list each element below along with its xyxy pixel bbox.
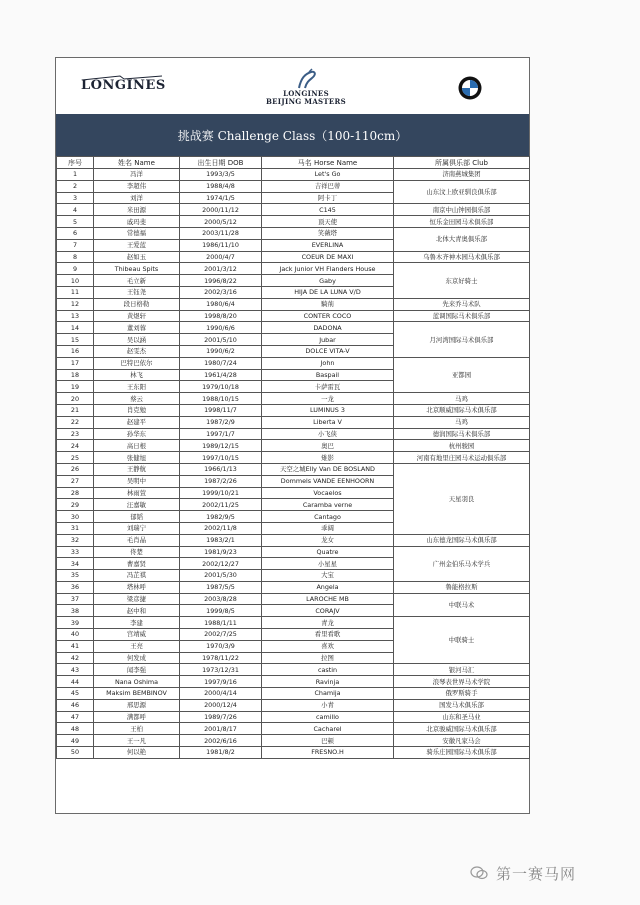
cell-club: 杭州骏园 (394, 440, 530, 452)
cell-name: 塔林呼 (94, 581, 180, 593)
cell-horse: 拉图 (262, 652, 394, 664)
table-row (57, 440, 530, 452)
cell-no: 10 (57, 275, 94, 287)
cell-no: 9 (57, 263, 94, 275)
cell-horse: Jack Junior VH Flanders House (262, 263, 394, 275)
cell-dob: 1990/6/2 (180, 345, 262, 357)
cell-horse: 龙女 (262, 534, 394, 546)
cell-name: 蔡云 (94, 393, 180, 405)
cell-no: 13 (57, 310, 94, 322)
cell-name: 何发成 (94, 652, 180, 664)
cell-dob: 1973/12/31 (180, 664, 262, 676)
logo-bar (56, 58, 529, 114)
cell-no: 20 (57, 393, 94, 405)
cell-horse: DOLCE VITA-V (262, 345, 394, 357)
cell-club: 北京顺威国际马术俱乐部 (394, 404, 530, 416)
cell-name: 董刘蓉 (94, 322, 180, 334)
cell-club: 骑乐庄园国际马术俱乐部 (394, 747, 530, 759)
cell-horse: Liberta V (262, 416, 394, 428)
table-row (57, 581, 530, 593)
table-row (57, 204, 530, 216)
cell-dob: 2000/4/14 (180, 688, 262, 700)
cell-name: 王爱蓝 (94, 239, 180, 251)
cell-no: 5 (57, 216, 94, 228)
cell-dob: 2001/5/30 (180, 570, 262, 582)
cell-name: 戚玛斐 (94, 216, 180, 228)
cell-name: 李建 (94, 617, 180, 629)
cell-dob: 1980/6/4 (180, 298, 262, 310)
cell-no: 7 (57, 239, 94, 251)
cell-name: 赵雯杰 (94, 345, 180, 357)
cell-horse: 騎荊 (262, 298, 394, 310)
cell-horse: 笑薇塔 (262, 227, 394, 239)
cell-club: 乌鲁木齐神木园马术俱乐部 (394, 251, 530, 263)
table-row (57, 711, 530, 723)
cell-horse: 卡萨雷瓦 (262, 381, 394, 393)
wechat-icon (470, 866, 488, 880)
table-row (57, 546, 530, 558)
cell-name: 林飞 (94, 369, 180, 381)
cell-no: 37 (57, 593, 94, 605)
bmw-roundel-icon (458, 76, 482, 100)
table-row (57, 298, 530, 310)
cell-dob: 2002/6/16 (180, 735, 262, 747)
cell-dob: 1997/10/15 (180, 452, 262, 464)
cell-dob: 2002/7/25 (180, 629, 262, 641)
cell-horse: 阿卡丁 (262, 192, 394, 204)
cell-no: 27 (57, 475, 94, 487)
cell-name: 满都呼 (94, 711, 180, 723)
cell-dob: 1979/10/18 (180, 381, 262, 393)
cell-no: 33 (57, 546, 94, 558)
table-body (57, 169, 530, 759)
cell-horse: LAROCHE MB (262, 593, 394, 605)
cell-no: 32 (57, 534, 94, 546)
cell-name: 孙华东 (94, 428, 180, 440)
cell-horse: Baspail (262, 369, 394, 381)
cell-horse: Jubar (262, 334, 394, 346)
cell-name: 巴特巴依尔 (94, 357, 180, 369)
cell-no: 35 (57, 570, 94, 582)
cell-club: 北京骏威国际马术俱乐部 (394, 723, 530, 735)
cell-no: 31 (57, 522, 94, 534)
table-row (57, 393, 530, 405)
cell-club: 广州金伯乐马术学兵 (394, 546, 530, 581)
table-row (57, 310, 530, 322)
cell-no: 39 (57, 617, 94, 629)
cell-no: 1 (57, 169, 94, 181)
cell-club: 月河湾国际马术俱乐部 (394, 322, 530, 357)
cell-no: 34 (57, 558, 94, 570)
document-sheet (55, 57, 530, 814)
cell-dob: 2002/11/8 (180, 522, 262, 534)
cell-name: 宫靖威 (94, 629, 180, 641)
cell-club: 德润国际马术俱乐部 (394, 428, 530, 440)
cell-no: 11 (57, 286, 94, 298)
cell-dob: 2003/8/28 (180, 593, 262, 605)
cell-horse: 青龙 (262, 617, 394, 629)
cell-no: 48 (57, 723, 94, 735)
cell-dob: 2001/3/12 (180, 263, 262, 275)
cell-dob: 1999/10/21 (180, 487, 262, 499)
cell-horse: FRESNO.H (262, 747, 394, 759)
cell-name: Thibeau Spits (94, 263, 180, 275)
col-header-horse: 马名 Horse Name (262, 157, 394, 169)
cell-horse: Ravinja (262, 676, 394, 688)
cell-name: 高日根 (94, 440, 180, 452)
watermark (470, 860, 630, 886)
cell-no: 49 (57, 735, 94, 747)
cell-no: 30 (57, 511, 94, 523)
masters-line2: BEIJING MASTERS (265, 97, 347, 106)
cell-no: 6 (57, 227, 94, 239)
cell-no: 24 (57, 440, 94, 452)
title-banner (56, 114, 529, 156)
cell-horse: John (262, 357, 394, 369)
longines-logo: LONGINES (81, 78, 166, 93)
col-header-no: 序号 (57, 157, 94, 169)
cell-name: 邢思源 (94, 699, 180, 711)
cell-horse: 喜欢 (262, 640, 394, 652)
cell-horse: Cantago (262, 511, 394, 523)
cell-dob: 2001/5/10 (180, 334, 262, 346)
cell-name: 段日格勒 (94, 298, 180, 310)
cell-horse: COEUR DE MAXI (262, 251, 394, 263)
cell-dob: 1990/6/6 (180, 322, 262, 334)
cell-club: 北体大青奥俱乐部 (394, 227, 530, 251)
cell-horse: Gaby (262, 275, 394, 287)
cell-name: 王一凡 (94, 735, 180, 747)
table-header-row (57, 157, 530, 169)
cell-horse: 大宝 (262, 570, 394, 582)
table-row (57, 416, 530, 428)
cell-no: 12 (57, 298, 94, 310)
cell-name: 梁彦捷 (94, 593, 180, 605)
cell-no: 2 (57, 180, 94, 192)
cell-name: 汪嘉敏 (94, 499, 180, 511)
cell-club: 蓝调国际马术俱乐部 (394, 310, 530, 322)
cell-horse: Cacharel (262, 723, 394, 735)
cell-name: 冯芷祺 (94, 570, 180, 582)
cell-dob: 1997/9/16 (180, 676, 262, 688)
cell-dob: 1997/1/7 (180, 428, 262, 440)
cell-dob: 2000/5/12 (180, 216, 262, 228)
cell-dob: 2001/8/17 (180, 723, 262, 735)
cell-no: 22 (57, 416, 94, 428)
cell-horse: 顶天使 (262, 216, 394, 228)
cell-club: 恒乐金田园马术俱乐部 (394, 216, 530, 228)
cell-name: 闻李强 (94, 664, 180, 676)
cell-name: 常德福 (94, 227, 180, 239)
table-row (57, 699, 530, 711)
cell-dob: 1978/11/22 (180, 652, 262, 664)
cell-dob: 1996/8/22 (180, 275, 262, 287)
cell-club: 中联骑士 (394, 617, 530, 664)
cell-no: 18 (57, 369, 94, 381)
col-header-dob: 出生日期 DOB (180, 157, 262, 169)
cell-club: 浪琴表世界马术学院 (394, 676, 530, 688)
cell-name: 王亮 (94, 640, 180, 652)
cell-name: 王东阳 (94, 381, 180, 393)
cell-club: 河南有地里庄园马术运动俱乐部 (394, 452, 530, 464)
cell-name: 李超伟 (94, 180, 180, 192)
cell-club: 先来乔马术队 (394, 298, 530, 310)
class-title: 挑战赛 Challenge Class（100-110cm） (177, 128, 408, 143)
cell-name: 刘瑞宁 (94, 522, 180, 534)
cell-dob: 1987/2/9 (180, 416, 262, 428)
cell-club: 马鸡 (394, 416, 530, 428)
cell-club: 俄罗斯骑手 (394, 688, 530, 700)
cell-horse: 天空之城Elly Van DE BOSLAND (262, 463, 394, 475)
cell-club: 中联马术 (394, 593, 530, 617)
cell-dob: 1980/7/24 (180, 357, 262, 369)
cell-horse: EVERLINA (262, 239, 394, 251)
col-header-name: 姓名 Name (94, 157, 180, 169)
cell-no: 16 (57, 345, 94, 357)
cell-name: 赵中和 (94, 605, 180, 617)
col-header-club: 所属俱乐部 Club (394, 157, 530, 169)
table-row (57, 593, 530, 605)
cell-dob: 1986/11/10 (180, 239, 262, 251)
cell-name: 佟楚 (94, 546, 180, 558)
table-row (57, 216, 530, 228)
cell-no: 45 (57, 688, 94, 700)
cell-no: 38 (57, 605, 94, 617)
cell-club: 银河马汇 (394, 664, 530, 676)
cell-no: 36 (57, 581, 94, 593)
cell-club: 济南燕城集团 (394, 169, 530, 181)
table-row (57, 404, 530, 416)
entries-table (56, 156, 530, 759)
table-row (57, 676, 530, 688)
cell-horse: castin (262, 664, 394, 676)
cell-horse: Vocaelos (262, 487, 394, 499)
cell-name: 毛立新 (94, 275, 180, 287)
watermark-text: 第一赛马网 (496, 864, 577, 883)
cell-club: 南京中山钟园俱乐部 (394, 204, 530, 216)
cell-dob: 1998/8/20 (180, 310, 262, 322)
cell-no: 15 (57, 334, 94, 346)
cell-horse: Caramba verne (262, 499, 394, 511)
cell-horse: Quatre (262, 546, 394, 558)
cell-dob: 1987/2/26 (180, 475, 262, 487)
cell-no: 42 (57, 652, 94, 664)
cell-dob: 2000/12/4 (180, 699, 262, 711)
cell-horse: 小星星 (262, 558, 394, 570)
cell-name: 赵建平 (94, 416, 180, 428)
cell-no: 19 (57, 381, 94, 393)
cell-horse: Angela (262, 581, 394, 593)
table-row (57, 617, 530, 629)
cell-club: 马鸡 (394, 393, 530, 405)
cell-horse: 一龙 (262, 393, 394, 405)
table-row (57, 357, 530, 369)
cell-name: 王静航 (94, 463, 180, 475)
cell-dob: 1988/10/15 (180, 393, 262, 405)
table-row (57, 463, 530, 475)
cell-name: 米田源 (94, 204, 180, 216)
cell-club: 山东汶上欧亚驯良俱乐部 (394, 180, 530, 204)
masters-line1: LONGINES (283, 89, 329, 98)
cell-no: 41 (57, 640, 94, 652)
cell-dob: 1993/3/5 (180, 169, 262, 181)
cell-club: 安徽凡家马会 (394, 735, 530, 747)
cell-club: 鲁能格拉斯 (394, 581, 530, 593)
cell-name: Nana Oshima (94, 676, 180, 688)
cell-club: 山东德龙国际马术俱乐部 (394, 534, 530, 546)
table-row (57, 735, 530, 747)
cell-horse: LUMINUS 3 (262, 404, 394, 416)
cell-horse: Dommels VANDE EENHOORN (262, 475, 394, 487)
cell-name: 何以艳 (94, 747, 180, 759)
cell-dob: 1961/4/28 (180, 369, 262, 381)
table-row (57, 169, 530, 181)
cell-horse: 巴顿 (262, 735, 394, 747)
cell-no: 28 (57, 487, 94, 499)
cell-dob: 2000/4/7 (180, 251, 262, 263)
cell-horse: 小飞侠 (262, 428, 394, 440)
table-row (57, 747, 530, 759)
cell-horse: 雉影 (262, 452, 394, 464)
cell-horse: 吉祥巴蒂 (262, 180, 394, 192)
cell-dob: 1966/1/13 (180, 463, 262, 475)
cell-dob: 1987/5/5 (180, 581, 262, 593)
cell-name: Maksim BEMBINOV (94, 688, 180, 700)
table-row (57, 534, 530, 546)
cell-no: 14 (57, 322, 94, 334)
cell-no: 29 (57, 499, 94, 511)
cell-name: 林雨萱 (94, 487, 180, 499)
cell-dob: 1982/9/5 (180, 511, 262, 523)
cell-dob: 1989/7/26 (180, 711, 262, 723)
cell-name: 曹嘉贤 (94, 558, 180, 570)
cell-horse: 看里看歌 (262, 629, 394, 641)
cell-dob: 2002/3/16 (180, 286, 262, 298)
cell-dob: 1999/8/5 (180, 605, 262, 617)
cell-horse: Chamija (262, 688, 394, 700)
cell-horse: 乖阔 (262, 522, 394, 534)
cell-dob: 1988/1/11 (180, 617, 262, 629)
cell-name: 王钰尧 (94, 286, 180, 298)
cell-no: 8 (57, 251, 94, 263)
cell-horse: camillo (262, 711, 394, 723)
table-row (57, 251, 530, 263)
cell-dob: 1988/4/8 (180, 180, 262, 192)
cell-dob: 1974/1/5 (180, 192, 262, 204)
cell-dob: 1981/9/23 (180, 546, 262, 558)
table-row (57, 723, 530, 735)
cell-dob: 1998/11/7 (180, 404, 262, 416)
cell-horse: CONTER COCO (262, 310, 394, 322)
cell-no: 47 (57, 711, 94, 723)
cell-horse: DADONA (262, 322, 394, 334)
cell-name: 吴以涵 (94, 334, 180, 346)
cell-horse: C145 (262, 204, 394, 216)
table-row (57, 428, 530, 440)
table-row (57, 664, 530, 676)
cell-dob: 1989/12/15 (180, 440, 262, 452)
cell-dob: 1981/8/2 (180, 747, 262, 759)
cell-no: 25 (57, 452, 94, 464)
cell-no: 4 (57, 204, 94, 216)
cell-name: 吴明中 (94, 475, 180, 487)
table-row (57, 452, 530, 464)
cell-horse: 奥巴 (262, 440, 394, 452)
cell-name: 王柏 (94, 723, 180, 735)
cell-horse: 小青 (262, 699, 394, 711)
cell-dob: 2003/11/28 (180, 227, 262, 239)
cell-club: 国发马术俱乐部 (394, 699, 530, 711)
cell-name: 郁韬 (94, 511, 180, 523)
cell-no: 44 (57, 676, 94, 688)
cell-name: 冯洋 (94, 169, 180, 181)
cell-no: 46 (57, 699, 94, 711)
table-row (57, 227, 530, 239)
masters-horse-icon (291, 68, 321, 90)
cell-dob: 2000/11/12 (180, 204, 262, 216)
cell-name: 刘洋 (94, 192, 180, 204)
cell-name: 毛肖晶 (94, 534, 180, 546)
cell-no: 43 (57, 664, 94, 676)
cell-horse: HIJA DE LA LUNA V/D (262, 286, 394, 298)
cell-name: 肖克勉 (94, 404, 180, 416)
cell-no: 40 (57, 629, 94, 641)
cell-no: 26 (57, 463, 94, 475)
cell-no: 17 (57, 357, 94, 369)
table-row (57, 180, 530, 192)
cell-club: 东京好骑士 (394, 263, 530, 298)
cell-no: 3 (57, 192, 94, 204)
cell-club: 山东和圣马业 (394, 711, 530, 723)
cell-dob: 1970/3/9 (180, 640, 262, 652)
cell-dob: 2002/12/27 (180, 558, 262, 570)
cell-club: 天星羽良 (394, 463, 530, 534)
cell-name: 张健旭 (94, 452, 180, 464)
cell-name: 赵如玉 (94, 251, 180, 263)
cell-no: 23 (57, 428, 94, 440)
cell-horse: Let's Go (262, 169, 394, 181)
cell-club: 亚都园 (394, 357, 530, 392)
cell-no: 21 (57, 404, 94, 416)
cell-dob: 2002/11/25 (180, 499, 262, 511)
table-row (57, 322, 530, 334)
cell-name: 黄煜轩 (94, 310, 180, 322)
table-row (57, 263, 530, 275)
table-row (57, 688, 530, 700)
cell-horse: CORAJV (262, 605, 394, 617)
beijing-masters-logo (256, 68, 356, 108)
cell-dob: 1983/2/1 (180, 534, 262, 546)
cell-no: 50 (57, 747, 94, 759)
